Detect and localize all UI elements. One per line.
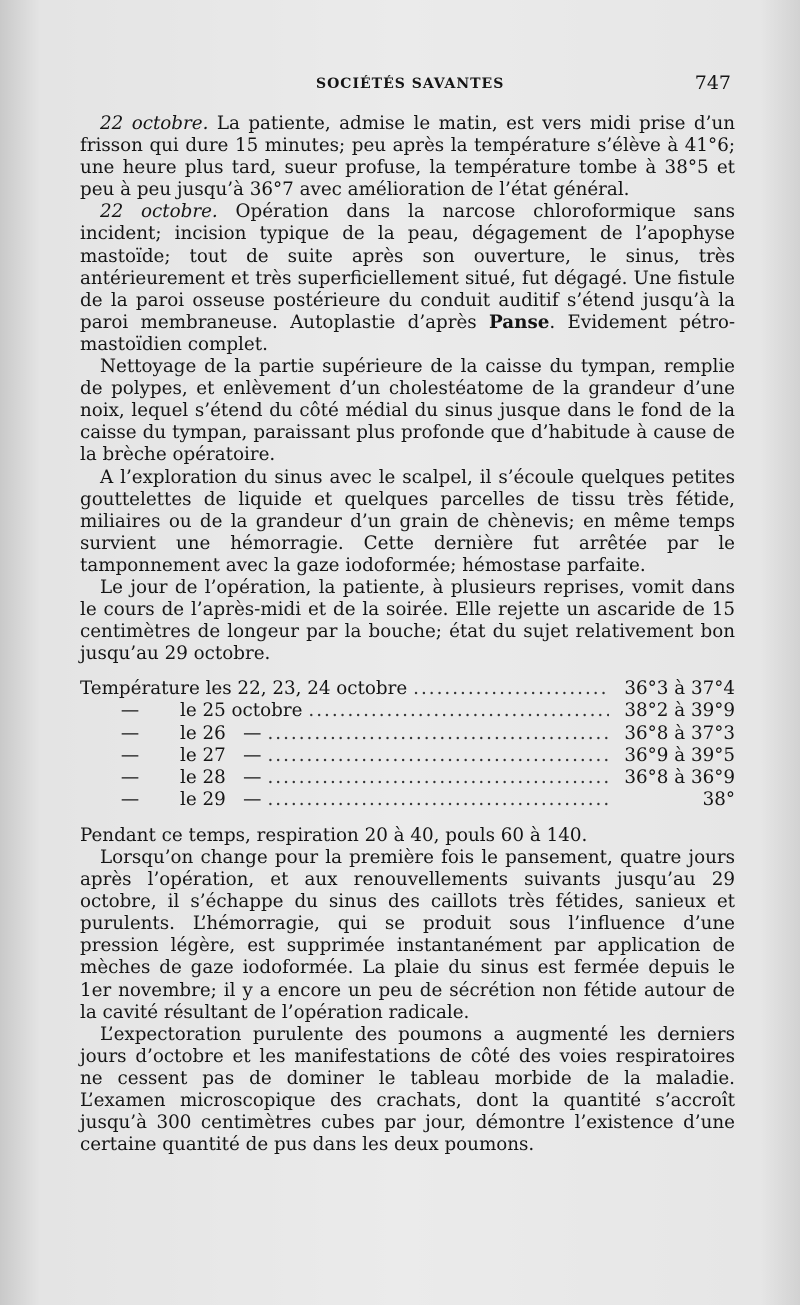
dot-leader (413, 678, 609, 700)
page-body (80, 113, 735, 1156)
temperature-row (80, 789, 735, 811)
paragraph-text: La patiente, admise le matin, est vers midi prise d’un frisson qui dure 15 minutes; peu après la température s’élève à 41°6; une heure plus tard, sueur profuse, la température tombe à 38°5 et peu à peu jusqu’à 36°7 avec amélioration de l’état général. (80, 113, 735, 201)
dot-leader (267, 723, 609, 745)
temperature-row (80, 745, 735, 767)
dot-leader (267, 745, 609, 767)
temperature-label: le 25 octobre (180, 700, 303, 722)
temperature-row (80, 678, 735, 700)
temperature-range: 36°3 à 37°4 (624, 678, 735, 700)
paragraph-22-octobre-operation (80, 201, 735, 356)
ditto-dash: — (120, 788, 140, 810)
dot-leader (267, 789, 609, 811)
temperature-table (80, 678, 735, 811)
temperature-range: 38°2 à 39°9 (624, 700, 735, 722)
temperature-range: 38° (702, 788, 735, 810)
ditto-dash: — (120, 766, 140, 788)
temperature-range: 36°8 à 37°3 (624, 722, 735, 744)
ditto-dash: — (120, 722, 140, 744)
page-header (80, 74, 735, 98)
ditto-dash: — (120, 700, 140, 722)
temperature-range: 36°8 à 36°9 (624, 766, 735, 788)
running-head: SOCIÉTÉS SAVANTES (316, 76, 505, 92)
paragraph-pendant: Pendant ce temps, respiration 20 à 40, pouls 60 à 140. (80, 824, 588, 846)
temperature-label: le 29 — (180, 788, 262, 810)
surgeon-name: Panse (489, 311, 550, 333)
temperature-row (80, 723, 735, 745)
page-number: 747 (694, 72, 731, 94)
temperature-range: 36°9 à 39°5 (624, 744, 735, 766)
paragraph-exploration: A l’exploration du sinus avec le scalpel, il s’écoule quelques petites gouttelettes de liquide et quelques parcelles de tissu très fétide, miliaires ou de la grandeur d’un grain de chènevis; en même temps survient une hémorragie. Cette dernière fut arrêtée par le tamponnement avec la gaze iodoformée; hémostase parfaite. (80, 466, 735, 576)
paragraph-jour-operation: Le jour de l’opération, la patiente, à plusieurs reprises, vomit dans le cours de l’après-midi et de la soirée. Elle rejette un ascaride de 15 centimètres de longeur par la bouche; état du sujet relativement bon jusqu’au 29 octobre. (80, 576, 735, 665)
date-label: 22 octobre. (100, 113, 209, 134)
paragraph-pansement: Lorsqu’on change pour la première fois le pansement, quatre jours après l’opération, et aux renouvellements suivants jusqu’au 29 octobre, il s’échappe du sinus des caillots très fétides, sanieux et purulents. L’hémorragie, qui se produit sous l’influence d’une pression légère, est supprimée instantanément par application de mèches de gaze iodoformée. La plaie du sinus est fermée depuis le 1er novembre; il y a encore un peu de sécrétion non fétide autour de la cavité résultant de l’opération radicale. (80, 847, 735, 1023)
temperature-label: Température les 22, 23, 24 octobre (80, 678, 408, 700)
paragraph-text: . Evidement pétro-mastoïdien complet. (80, 311, 735, 355)
ditto-dash: — (120, 744, 140, 766)
temperature-label: le 27 — (180, 744, 262, 766)
temperature-row (80, 767, 735, 789)
dot-leader (267, 767, 609, 789)
paragraph-nettoyage: Nettoyage de la partie supérieure de la caisse du tympan, remplie de polypes, et enlèvement d’un cholestéatome de la grandeur d’une noix, lequel s’étend du côté médial du sinus jusque dans le fond de la caisse du tympan, paraissant plus profonde que d’habitude à cause de la brèche opératoire. (80, 356, 735, 466)
date-label: 22 octobre. (100, 201, 218, 223)
paragraph-text: Opération dans la narcose chloroformique sans incident; incision typique de la peau, dégagement de l’apophyse mastoïde; tout de suite après son ouverture, le sinus, très antérieurement et très superficiellement situé, fut dégagé. Une fistule de la paroi osseuse postérieure du conduit auditif s’étend jusqu’à la paroi membraneuse. Autoplastie d’après (80, 201, 735, 333)
paragraph-expectoration: L’expectoration purulente des poumons a augmenté les derniers jours d’octobre et les manifestations de côté des voies respiratoires ne cessent pas de dominer le tableau morbide de la maladie. L’examen microscopique des crachats, dont la quantité s’accroît jusqu’à 300 centimètres cubes par jour, démontre l’existence d’une certaine quantité de pus dans les deux poumons. (80, 1023, 735, 1156)
temperature-label: le 28 — (180, 766, 262, 788)
dot-leader (308, 700, 609, 722)
temperature-label: le 26 — (180, 722, 262, 744)
paragraph-22-octobre-fever (80, 113, 735, 201)
temperature-row (80, 700, 735, 722)
